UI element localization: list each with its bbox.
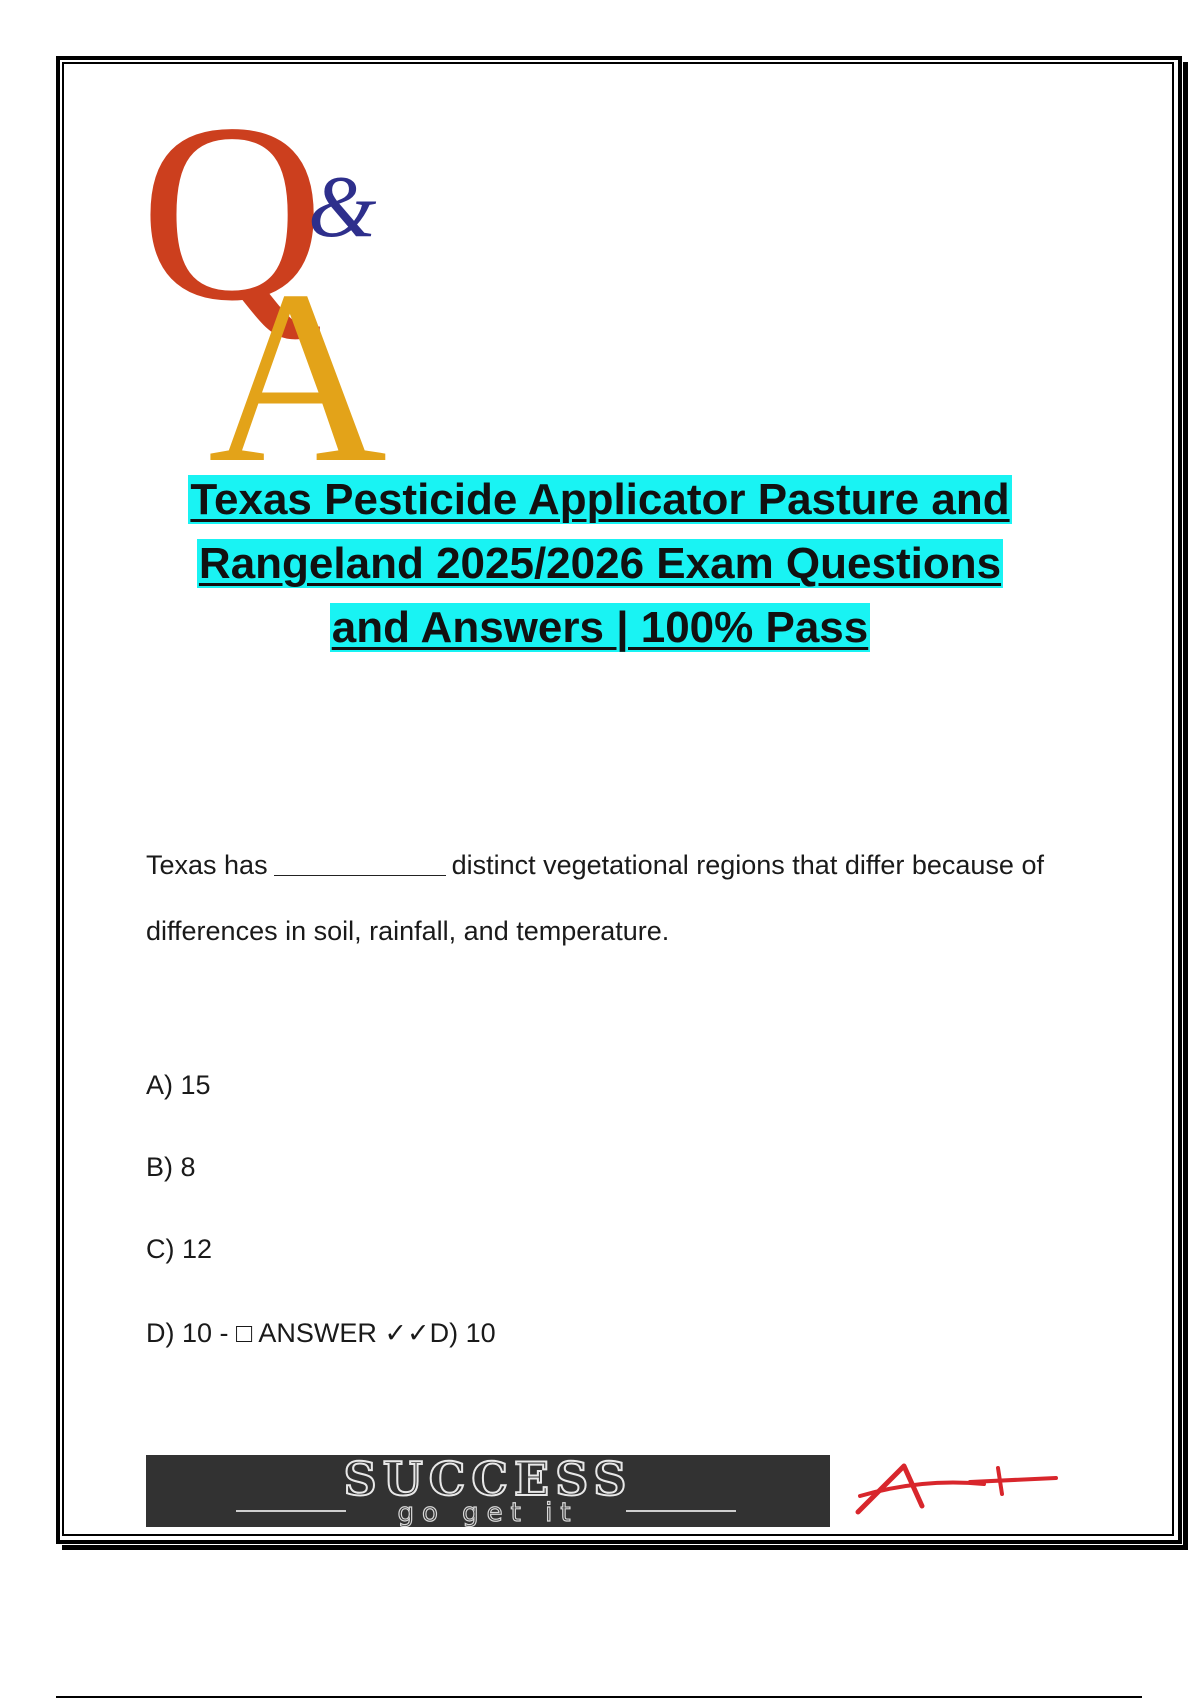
option-c: C) 12 bbox=[146, 1234, 213, 1264]
option-a: A) 15 bbox=[146, 1070, 211, 1100]
question-text bbox=[146, 832, 1106, 964]
a-plus-grade-mark bbox=[852, 1460, 1062, 1520]
question-part-1: Texas has bbox=[146, 850, 268, 880]
answer-blank bbox=[274, 845, 446, 876]
title-line-2: Rangeland 2025/2026 Exam Questions bbox=[198, 539, 1002, 588]
title-line-1: Texas Pesticide Applicator Pasture and bbox=[190, 475, 1010, 524]
chalkboard-graphic bbox=[146, 1455, 830, 1527]
logo-a-letter: A bbox=[208, 239, 388, 470]
footer-rule bbox=[56, 1696, 1142, 1698]
title-line-3: and Answers | 100% Pass bbox=[331, 603, 869, 652]
question-part-2: distinct vegetational regions that differ because of differences in soil, rainfall, and temperature. bbox=[146, 850, 1044, 946]
banner-tagline: go get it bbox=[397, 1498, 579, 1527]
option-b: B) 8 bbox=[146, 1152, 196, 1182]
document-title bbox=[140, 468, 1060, 660]
banner-success-word: SUCCESS bbox=[343, 1455, 633, 1506]
logo-q-letter: Q bbox=[140, 80, 325, 354]
logo-ampersand: & bbox=[308, 159, 377, 256]
success-banner-image bbox=[146, 1455, 830, 1527]
qa-logo bbox=[140, 80, 440, 470]
option-d-answer: D) 10 - □ ANSWER ✓✓D) 10 bbox=[146, 1318, 496, 1348]
